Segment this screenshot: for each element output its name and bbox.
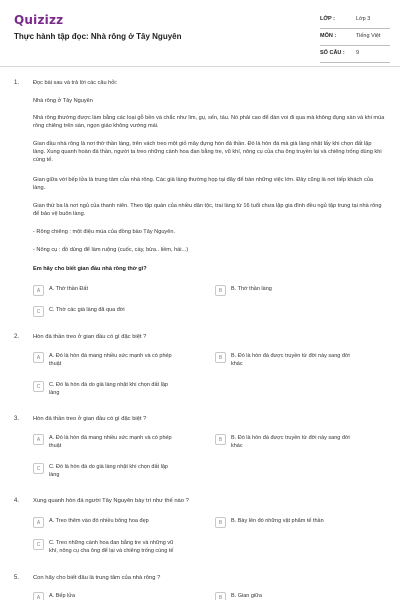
question-number: 5. [14, 575, 20, 581]
worksheet-meta [320, 12, 390, 63]
option-letter-box: B [215, 352, 226, 363]
option-line: thuật [49, 360, 62, 367]
passage-note: - Rông chiêng : một điệu múa của đồng bào Tây Nguyên. [33, 229, 176, 235]
option-text [49, 463, 168, 479]
meta-label: MÔN : [320, 33, 337, 39]
option-letter-box: A [33, 517, 44, 528]
answer-option-b[interactable] [215, 517, 324, 528]
option-text: B. Thờ thần làng [231, 286, 272, 292]
passage-title: Nhà rông ở Tây Nguyên [33, 98, 93, 104]
header-divider [0, 66, 400, 67]
meta-row-count [320, 46, 390, 63]
meta-value: Tiếng Việt [356, 33, 381, 39]
option-letter-box: B [215, 592, 226, 600]
meta-value: Lớp 3 [356, 16, 371, 22]
passage-paragraph: Nhà rông thường được làm bằng các loại gỗ bền và chắc như lim, gụ, sến, táu. Nó phải cao để đàn voi đi qua mà không đụng sàn và khi múa rông chiêng trên sàn, ngọn giáo không vướng mái. [33, 115, 385, 129]
logo-text: Quizizz [14, 13, 64, 27]
option-text [49, 381, 168, 397]
option-line: C. Treo những cành hoa đan bằng tre và những vũ [49, 540, 174, 546]
worksheet-title: Thực hành tập đọc: Nhà rông ở Tây Nguyên [14, 32, 182, 41]
option-line: khác [231, 360, 243, 367]
option-letter-box: C [33, 539, 44, 550]
meta-label: SỐ CÂU : [320, 50, 345, 56]
passage-paragraph: Gian giữa với bếp lửa là trung tâm của nhà rông. Các già làng thường họp tại đây để bàn những việc lớn. Đây cũng là nơi tiếp khách của làng. [33, 177, 373, 191]
answer-option-c[interactable] [33, 539, 173, 555]
answer-option-c[interactable] [33, 306, 125, 317]
question-instruction: Đọc bài sau và trả lời các câu hỏi: [33, 80, 118, 86]
question-number: 4. [14, 498, 20, 504]
option-line: B. Đó là hòn đá được truyền từ đời này sang đời [231, 435, 350, 441]
answer-option-b[interactable] [215, 434, 350, 450]
answer-option-a[interactable] [33, 285, 88, 296]
option-letter-box: A [33, 285, 44, 296]
question-text: Con hãy cho biết đâu là trung tâm của nhà rông ? [33, 575, 161, 581]
worksheet-header [0, 0, 400, 62]
option-text [231, 434, 350, 450]
answer-option-b[interactable] [215, 592, 262, 600]
option-line: B. Đó là hòn đá được truyền từ đời này sang đời [231, 353, 350, 359]
question-text: Hòn đá thần treo ở gian đầu có gì đặc biệt ? [33, 334, 147, 340]
option-letter-box: B [215, 434, 226, 445]
answer-option-a[interactable] [33, 592, 75, 600]
answer-option-b[interactable] [215, 285, 272, 296]
meta-row-grade [320, 12, 390, 29]
question-text: Xung quanh hòn đá người Tây Nguyên bày trí như thế nào ? [33, 498, 189, 504]
answer-option-a[interactable] [33, 352, 172, 368]
option-letter-box: C [33, 306, 44, 317]
option-letter-box: A [33, 434, 44, 445]
passage-note: - Nông cụ : đồ dùng để làm ruộng (cuốc, cày, bừa.. liềm, hái...) [33, 247, 189, 253]
option-text: A. Bếp lửa [49, 593, 76, 599]
option-line: làng [49, 389, 60, 396]
meta-label: LỚP : [320, 16, 335, 22]
question-number: 2. [14, 334, 20, 340]
option-text: B. Bày lên đó những vật phẩm tế thần [231, 518, 324, 524]
question-text: Em hãy cho biết gian đầu nhà rông thờ gì? [33, 266, 147, 272]
passage-paragraph: Gian đầu nhà rông là nơi thờ thần làng, trên vách treo một giỏ mây đựng hòn đá thần. Đó là hòn đá mà già làng nhặt lấy khi chọn đất lập làng. Xung quanh hoàn đá thần, người ta treo những cành hoa đan bằng tre, vũ khí, nông cụ của cha ông truyền lại và chiêng trống dùng khi cúng tế. [33, 141, 382, 163]
option-line: khác [231, 442, 243, 449]
option-line: A. Đó là hòn đá mang nhiều sức mạnh và có phép [49, 353, 172, 359]
option-letter-box: B [215, 285, 226, 296]
option-line: khí, nông cụ cha ông để lại và chiêng trống cúng tế [49, 547, 174, 554]
option-letter-box: B [215, 517, 226, 528]
answer-option-a[interactable] [33, 434, 172, 450]
option-line: C. Đó là hòn đá do già làng nhặt khi chọn đất lập [49, 382, 168, 388]
question-number: 3. [14, 416, 20, 422]
option-text: C. Thờ các già làng đã qua đời [49, 307, 125, 313]
option-text: A. Treo thêm vào đó nhiều bông hoa đẹp [49, 518, 149, 524]
option-text: A. Thờ thần Đất [49, 286, 88, 292]
option-line: thuật [49, 442, 62, 449]
answer-option-c[interactable] [33, 381, 168, 397]
option-letter-box: C [33, 381, 44, 392]
quizizz-logo [14, 13, 63, 27]
option-line: A. Đó là hòn đá mang nhiều sức mạnh và có phép [49, 435, 172, 441]
option-text [49, 352, 172, 368]
question-text: Hòn đá thần treo ở gian đầu có gì đặc biệt ? [33, 416, 147, 422]
answer-option-c[interactable] [33, 463, 168, 479]
option-line: làng [49, 471, 60, 478]
meta-row-subject [320, 29, 390, 46]
meta-value: 9 [356, 50, 360, 56]
passage-paragraph: Gian thứ ba là nơi ngủ của thanh niên. Theo tập quán của nhiều dân tộc, trai làng từ 16 tuổi chưa lập gia đình đều ngủ tập trung tại nhà rông để bảo vệ buôn làng. [33, 203, 382, 217]
option-letter-box: A [33, 352, 44, 363]
option-letter-box: C [33, 463, 44, 474]
option-text [231, 352, 350, 368]
option-line: C. Đó là hòn đá do già làng nhặt khi chọn đất lập [49, 464, 168, 470]
option-letter-box: A [33, 592, 44, 600]
option-text [49, 434, 172, 450]
option-text [49, 539, 173, 555]
question-number: 1. [14, 80, 20, 86]
answer-option-b[interactable] [215, 352, 350, 368]
answer-option-a[interactable] [33, 517, 149, 528]
option-text: B. Gian giữa [231, 593, 262, 599]
